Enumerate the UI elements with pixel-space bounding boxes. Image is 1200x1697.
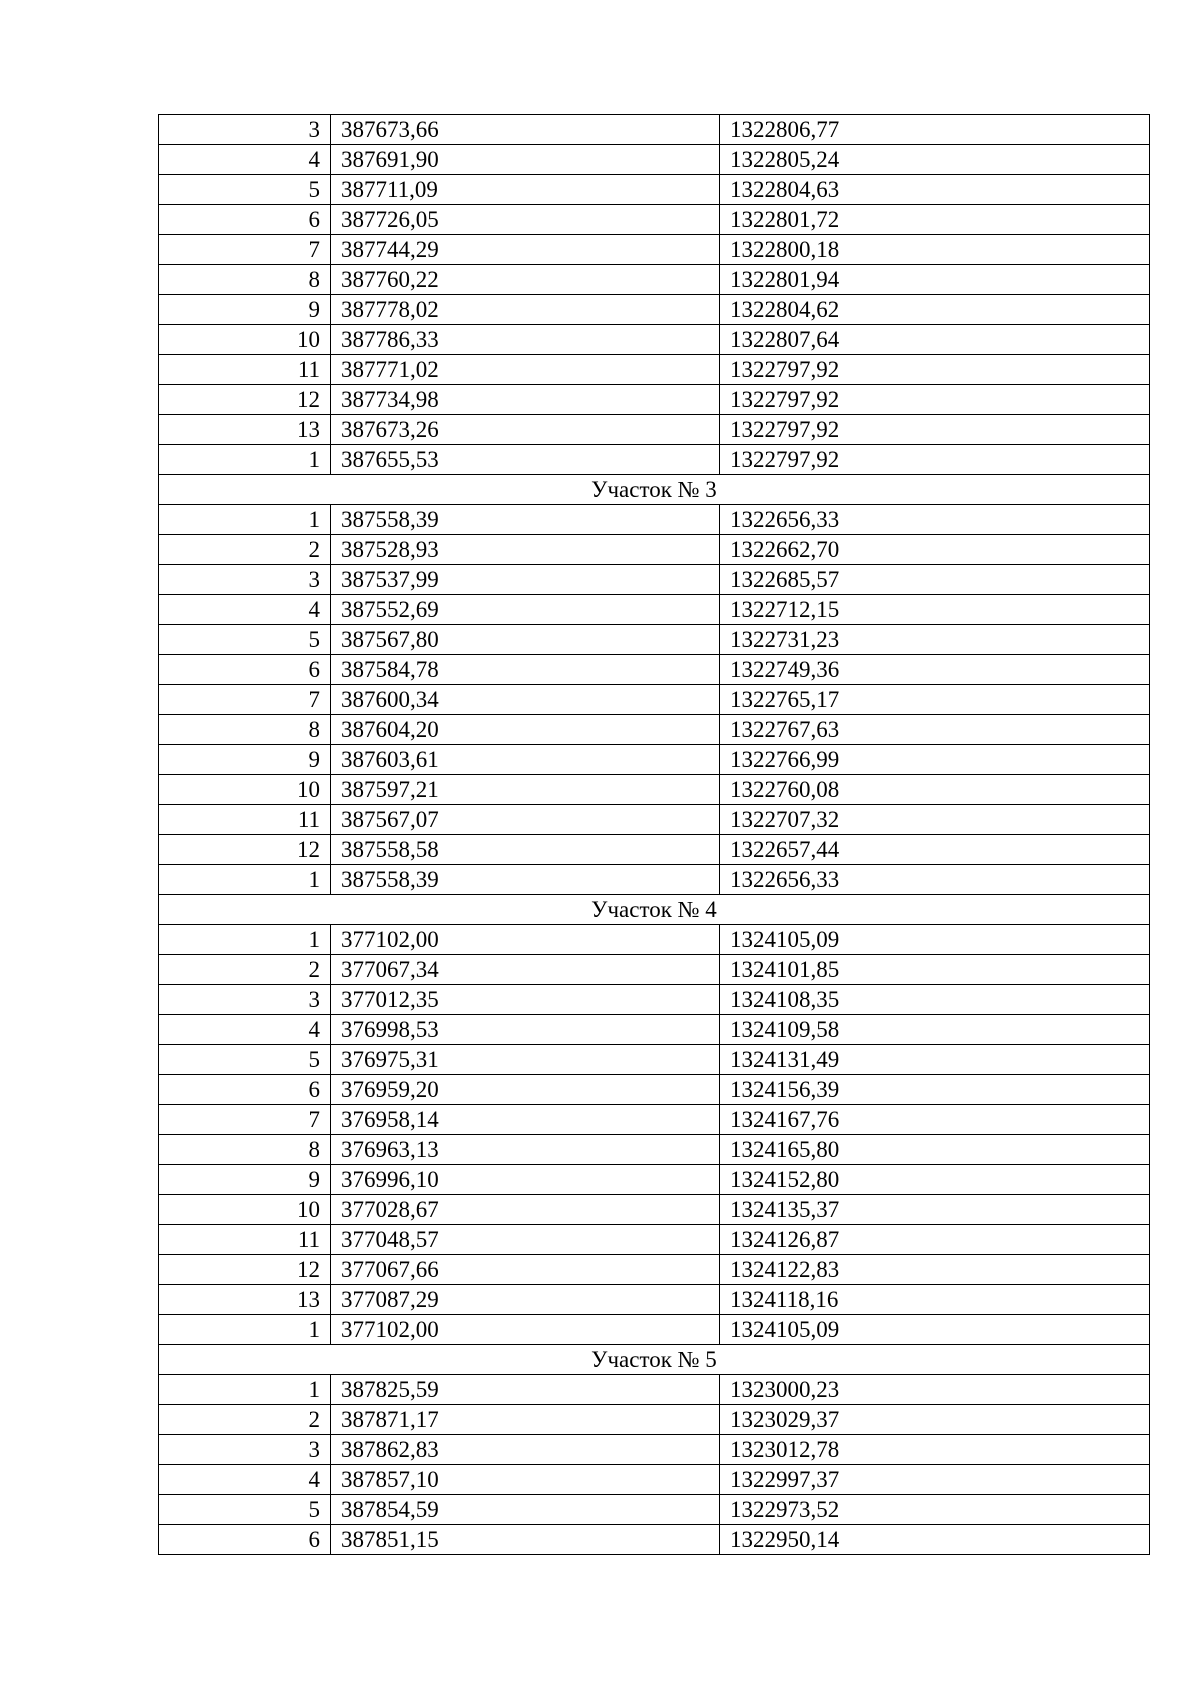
y-coordinate-cell: 1323029,37 — [720, 1405, 1150, 1435]
table-row — [159, 865, 1150, 895]
point-number-cell: 7 — [159, 235, 331, 265]
x-coordinate-cell: 387558,39 — [331, 505, 720, 535]
y-coordinate-cell: 1324122,83 — [720, 1255, 1150, 1285]
table-row — [159, 1525, 1150, 1555]
point-number-cell: 10 — [159, 325, 331, 355]
table-row — [159, 1165, 1150, 1195]
y-coordinate-cell: 1322806,77 — [720, 115, 1150, 145]
point-number-cell: 1 — [159, 445, 331, 475]
point-number-cell: 13 — [159, 1285, 331, 1315]
table-row — [159, 235, 1150, 265]
x-coordinate-cell: 376975,31 — [331, 1045, 720, 1075]
table-row — [159, 1495, 1150, 1525]
point-number-cell: 4 — [159, 1465, 331, 1495]
x-coordinate-cell: 377102,00 — [331, 925, 720, 955]
x-coordinate-cell: 387691,90 — [331, 145, 720, 175]
y-coordinate-cell: 1322805,24 — [720, 145, 1150, 175]
table-row — [159, 625, 1150, 655]
x-coordinate-cell: 387744,29 — [331, 235, 720, 265]
point-number-cell: 12 — [159, 1255, 331, 1285]
x-coordinate-cell: 376958,14 — [331, 1105, 720, 1135]
table-row — [159, 715, 1150, 745]
table-row — [159, 1195, 1150, 1225]
x-coordinate-cell: 377067,34 — [331, 955, 720, 985]
x-coordinate-cell: 387825,59 — [331, 1375, 720, 1405]
y-coordinate-cell: 1322807,64 — [720, 325, 1150, 355]
x-coordinate-cell: 376963,13 — [331, 1135, 720, 1165]
table-row — [159, 445, 1150, 475]
x-coordinate-cell: 387603,61 — [331, 745, 720, 775]
y-coordinate-cell: 1322800,18 — [720, 235, 1150, 265]
table-row — [159, 145, 1150, 175]
y-coordinate-cell: 1322797,92 — [720, 445, 1150, 475]
y-coordinate-cell: 1322797,92 — [720, 355, 1150, 385]
x-coordinate-cell: 387673,26 — [331, 415, 720, 445]
y-coordinate-cell: 1324118,16 — [720, 1285, 1150, 1315]
y-coordinate-cell: 1322797,92 — [720, 415, 1150, 445]
point-number-cell: 4 — [159, 595, 331, 625]
table-row — [159, 1465, 1150, 1495]
point-number-cell: 6 — [159, 1525, 331, 1555]
y-coordinate-cell: 1322950,14 — [720, 1525, 1150, 1555]
point-number-cell: 10 — [159, 775, 331, 805]
section-title: Участок № 4 — [159, 895, 1150, 925]
y-coordinate-cell: 1324101,85 — [720, 955, 1150, 985]
table-row — [159, 1405, 1150, 1435]
y-coordinate-cell: 1322656,33 — [720, 865, 1150, 895]
x-coordinate-cell: 387655,53 — [331, 445, 720, 475]
x-coordinate-cell: 377102,00 — [331, 1315, 720, 1345]
x-coordinate-cell: 387851,15 — [331, 1525, 720, 1555]
x-coordinate-cell: 387871,17 — [331, 1405, 720, 1435]
x-coordinate-cell: 387600,34 — [331, 685, 720, 715]
y-coordinate-cell: 1322712,15 — [720, 595, 1150, 625]
y-coordinate-cell: 1322801,94 — [720, 265, 1150, 295]
y-coordinate-cell: 1322685,57 — [720, 565, 1150, 595]
point-number-cell: 1 — [159, 1315, 331, 1345]
table-row — [159, 1015, 1150, 1045]
y-coordinate-cell: 1323000,23 — [720, 1375, 1150, 1405]
section-title: Участок № 5 — [159, 1345, 1150, 1375]
y-coordinate-cell: 1322997,37 — [720, 1465, 1150, 1495]
table-row — [159, 535, 1150, 565]
y-coordinate-cell: 1322801,72 — [720, 205, 1150, 235]
section-title: Участок № 3 — [159, 475, 1150, 505]
point-number-cell: 2 — [159, 535, 331, 565]
y-coordinate-cell: 1323012,78 — [720, 1435, 1150, 1465]
point-number-cell: 1 — [159, 1375, 331, 1405]
y-coordinate-cell: 1322731,23 — [720, 625, 1150, 655]
y-coordinate-cell: 1322662,70 — [720, 535, 1150, 565]
point-number-cell: 8 — [159, 1135, 331, 1165]
x-coordinate-cell: 387734,98 — [331, 385, 720, 415]
table-row — [159, 415, 1150, 445]
table-row — [159, 1285, 1150, 1315]
point-number-cell: 2 — [159, 1405, 331, 1435]
y-coordinate-cell: 1322749,36 — [720, 655, 1150, 685]
x-coordinate-cell: 377067,66 — [331, 1255, 720, 1285]
x-coordinate-cell: 387854,59 — [331, 1495, 720, 1525]
point-number-cell: 11 — [159, 805, 331, 835]
coordinates-table — [158, 114, 1150, 1555]
y-coordinate-cell: 1322804,63 — [720, 175, 1150, 205]
table-row — [159, 385, 1150, 415]
table-row — [159, 775, 1150, 805]
point-number-cell: 3 — [159, 115, 331, 145]
table-row — [159, 295, 1150, 325]
table-row — [159, 1105, 1150, 1135]
x-coordinate-cell: 377087,29 — [331, 1285, 720, 1315]
table-row — [159, 265, 1150, 295]
y-coordinate-cell: 1324126,87 — [720, 1225, 1150, 1255]
x-coordinate-cell: 387673,66 — [331, 115, 720, 145]
table-row — [159, 745, 1150, 775]
point-number-cell: 12 — [159, 835, 331, 865]
point-number-cell: 4 — [159, 145, 331, 175]
point-number-cell: 1 — [159, 505, 331, 535]
x-coordinate-cell: 387537,99 — [331, 565, 720, 595]
point-number-cell: 7 — [159, 1105, 331, 1135]
table-row — [159, 1075, 1150, 1105]
y-coordinate-cell: 1324165,80 — [720, 1135, 1150, 1165]
y-coordinate-cell: 1322766,99 — [720, 745, 1150, 775]
point-number-cell: 10 — [159, 1195, 331, 1225]
x-coordinate-cell: 387567,80 — [331, 625, 720, 655]
point-number-cell: 2 — [159, 955, 331, 985]
point-number-cell: 3 — [159, 985, 331, 1015]
table-row — [159, 1435, 1150, 1465]
table-row — [159, 325, 1150, 355]
point-number-cell: 11 — [159, 1225, 331, 1255]
x-coordinate-cell: 387771,02 — [331, 355, 720, 385]
point-number-cell: 1 — [159, 925, 331, 955]
x-coordinate-cell: 387528,93 — [331, 535, 720, 565]
y-coordinate-cell: 1324105,09 — [720, 1315, 1150, 1345]
point-number-cell: 4 — [159, 1015, 331, 1045]
table-row — [159, 1045, 1150, 1075]
section-header-row — [159, 895, 1150, 925]
table-row — [159, 655, 1150, 685]
x-coordinate-cell: 387567,07 — [331, 805, 720, 835]
y-coordinate-cell: 1322797,92 — [720, 385, 1150, 415]
table-row — [159, 925, 1150, 955]
x-coordinate-cell: 387726,05 — [331, 205, 720, 235]
x-coordinate-cell: 387711,09 — [331, 175, 720, 205]
table-row — [159, 1225, 1150, 1255]
point-number-cell: 9 — [159, 295, 331, 325]
point-number-cell: 7 — [159, 685, 331, 715]
point-number-cell: 11 — [159, 355, 331, 385]
x-coordinate-cell: 387558,39 — [331, 865, 720, 895]
y-coordinate-cell: 1322765,17 — [720, 685, 1150, 715]
y-coordinate-cell: 1324167,76 — [720, 1105, 1150, 1135]
table-row — [159, 1255, 1150, 1285]
table-row — [159, 1135, 1150, 1165]
x-coordinate-cell: 376996,10 — [331, 1165, 720, 1195]
y-coordinate-cell: 1324135,37 — [720, 1195, 1150, 1225]
table-row — [159, 1375, 1150, 1405]
point-number-cell: 5 — [159, 1495, 331, 1525]
section-header-row — [159, 475, 1150, 505]
table-row — [159, 175, 1150, 205]
table-row — [159, 1315, 1150, 1345]
x-coordinate-cell: 387558,58 — [331, 835, 720, 865]
point-number-cell: 12 — [159, 385, 331, 415]
coordinates-table-body — [159, 115, 1150, 1555]
y-coordinate-cell: 1324131,49 — [720, 1045, 1150, 1075]
y-coordinate-cell: 1324109,58 — [720, 1015, 1150, 1045]
x-coordinate-cell: 387760,22 — [331, 265, 720, 295]
point-number-cell: 6 — [159, 655, 331, 685]
y-coordinate-cell: 1324108,35 — [720, 985, 1150, 1015]
x-coordinate-cell: 377048,57 — [331, 1225, 720, 1255]
point-number-cell: 13 — [159, 415, 331, 445]
y-coordinate-cell: 1322767,63 — [720, 715, 1150, 745]
y-coordinate-cell: 1322657,44 — [720, 835, 1150, 865]
point-number-cell: 3 — [159, 1435, 331, 1465]
point-number-cell: 3 — [159, 565, 331, 595]
x-coordinate-cell: 387597,21 — [331, 775, 720, 805]
point-number-cell: 8 — [159, 265, 331, 295]
table-row — [159, 505, 1150, 535]
point-number-cell: 8 — [159, 715, 331, 745]
y-coordinate-cell: 1324156,39 — [720, 1075, 1150, 1105]
table-row — [159, 835, 1150, 865]
table-row — [159, 355, 1150, 385]
table-row — [159, 115, 1150, 145]
point-number-cell: 5 — [159, 1045, 331, 1075]
point-number-cell: 9 — [159, 745, 331, 775]
y-coordinate-cell: 1322656,33 — [720, 505, 1150, 535]
point-number-cell: 5 — [159, 175, 331, 205]
y-coordinate-cell: 1322804,62 — [720, 295, 1150, 325]
y-coordinate-cell: 1324105,09 — [720, 925, 1150, 955]
y-coordinate-cell: 1324152,80 — [720, 1165, 1150, 1195]
x-coordinate-cell: 387778,02 — [331, 295, 720, 325]
x-coordinate-cell: 387552,69 — [331, 595, 720, 625]
point-number-cell: 6 — [159, 1075, 331, 1105]
point-number-cell: 6 — [159, 205, 331, 235]
point-number-cell: 9 — [159, 1165, 331, 1195]
x-coordinate-cell: 377012,35 — [331, 985, 720, 1015]
y-coordinate-cell: 1322973,52 — [720, 1495, 1150, 1525]
table-row — [159, 685, 1150, 715]
table-row — [159, 205, 1150, 235]
x-coordinate-cell: 377028,67 — [331, 1195, 720, 1225]
table-row — [159, 985, 1150, 1015]
table-row — [159, 805, 1150, 835]
y-coordinate-cell: 1322707,32 — [720, 805, 1150, 835]
table-row — [159, 595, 1150, 625]
point-number-cell: 5 — [159, 625, 331, 655]
x-coordinate-cell: 376959,20 — [331, 1075, 720, 1105]
x-coordinate-cell: 387862,83 — [331, 1435, 720, 1465]
table-row — [159, 565, 1150, 595]
y-coordinate-cell: 1322760,08 — [720, 775, 1150, 805]
x-coordinate-cell: 387857,10 — [331, 1465, 720, 1495]
section-header-row — [159, 1345, 1150, 1375]
table-row — [159, 955, 1150, 985]
point-number-cell: 1 — [159, 865, 331, 895]
x-coordinate-cell: 376998,53 — [331, 1015, 720, 1045]
x-coordinate-cell: 387584,78 — [331, 655, 720, 685]
x-coordinate-cell: 387604,20 — [331, 715, 720, 745]
x-coordinate-cell: 387786,33 — [331, 325, 720, 355]
